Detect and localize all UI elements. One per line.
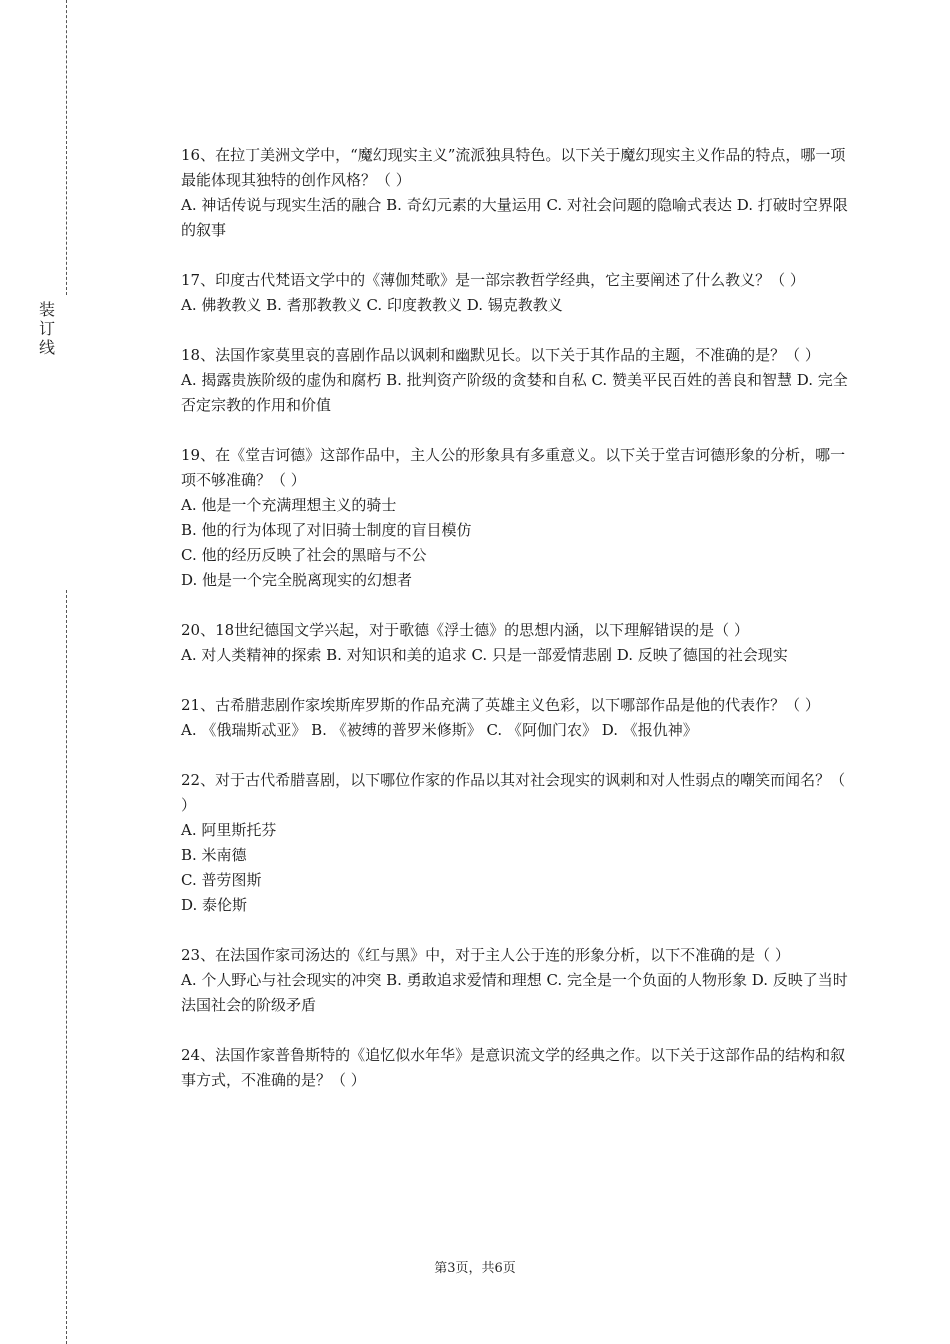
question-option: D. 他是一个完全脱离现实的幻想者 [181, 571, 413, 589]
question-options: A. 《俄瑞斯忒亚》 B. 《被缚的普罗米修斯》 C. 《阿伽门农》 D. 《报仇神》 [181, 721, 698, 739]
question-16 [181, 143, 849, 243]
question-stem: 18、法国作家莫里哀的喜剧作品以讽刺和幽默见长。以下关于其作品的主题，不准确的是？（ ） [181, 346, 820, 364]
binding-char: 装 [38, 300, 55, 319]
question-20 [181, 618, 849, 668]
question-stem: 22、对于古代希腊喜剧，以下哪位作家的作品以其对社会现实的讽刺和对人性弱点的嘲笑而闻名？（ ） [181, 771, 846, 814]
question-19 [181, 443, 849, 593]
question-24 [181, 1043, 849, 1093]
question-option: B. 米南德 [181, 846, 247, 864]
question-stem: 20、18世纪德国文学兴起，对于歌德《浮士德》的思想内涵，以下理解错误的是（ ） [181, 621, 749, 639]
question-stem: 19、在《堂吉诃德》这部作品中，主人公的形象具有多重意义。以下关于堂吉诃德形象的分析，哪一项不够准确？（ ） [181, 446, 846, 489]
question-options: A. 个人野心与社会现实的冲突 B. 勇敢追求爱情和理想 C. 完全是一个负面的人物形象 D. 反映了当时法国社会的阶级矛盾 [181, 971, 848, 1014]
question-options: A. 佛教教义 B. 耆那教教义 C. 印度教教义 D. 锡克教教义 [181, 296, 563, 314]
question-option: B. 他的行为体现了对旧骑士制度的盲目模仿 [181, 521, 472, 539]
question-option: A. 他是一个充满理想主义的骑士 [181, 496, 397, 514]
binding-line-label [37, 300, 57, 357]
question-stem: 24、法国作家普鲁斯特的《追忆似水年华》是意识流文学的经典之作。以下关于这部作品的结构和叙事方式，不准确的是？（ ） [181, 1046, 846, 1089]
question-option: A. 阿里斯托芬 [181, 821, 277, 839]
question-options: A. 揭露贵族阶级的虚伪和腐朽 B. 批判资产阶级的贪婪和自私 C. 赞美平民百姓的善良和智慧 D. 完全否定宗教的作用和价值 [181, 371, 848, 414]
question-list [181, 143, 849, 1118]
question-stem: 17、印度古代梵语文学中的《薄伽梵歌》是一部宗教哲学经典，它主要阐述了什么教义？（ ） [181, 271, 805, 289]
binding-dashed-line-top [66, 0, 67, 295]
question-stem: 21、古希腊悲剧作家埃斯库罗斯的作品充满了英雄主义色彩，以下哪部作品是他的代表作？（ ） [181, 696, 820, 714]
binding-char: 线 [38, 338, 55, 357]
page-footer [0, 1257, 950, 1276]
page-number: 第3页，共6页 [434, 1261, 516, 1276]
question-stem: 23、在法国作家司汤达的《红与黑》中，对于主人公于连的形象分析，以下不准确的是（ ） [181, 946, 790, 964]
question-options: A. 神话传说与现实生活的融合 B. 奇幻元素的大量运用 C. 对社会问题的隐喻式表达 D. 打破时空界限的叙事 [181, 196, 848, 239]
question-stem: 16、在拉丁美洲文学中，“魔幻现实主义”流派独具特色。以下关于魔幻现实主义作品的特点，哪一项最能体现其独特的创作风格？（ ） [181, 146, 846, 189]
question-22 [181, 768, 849, 918]
binding-dashed-line-bottom [66, 590, 67, 1344]
question-23 [181, 943, 849, 1018]
question-18 [181, 343, 849, 418]
question-21 [181, 693, 849, 743]
question-17 [181, 268, 849, 318]
question-option: C. 他的经历反映了社会的黑暗与不公 [181, 546, 427, 564]
binding-char: 订 [38, 319, 55, 338]
question-option: C. 普劳图斯 [181, 871, 262, 889]
question-option: D. 泰伦斯 [181, 896, 248, 914]
question-options: A. 对人类精神的探索 B. 对知识和美的追求 C. 只是一部爱情悲剧 D. 反映了德国的社会现实 [181, 646, 788, 664]
